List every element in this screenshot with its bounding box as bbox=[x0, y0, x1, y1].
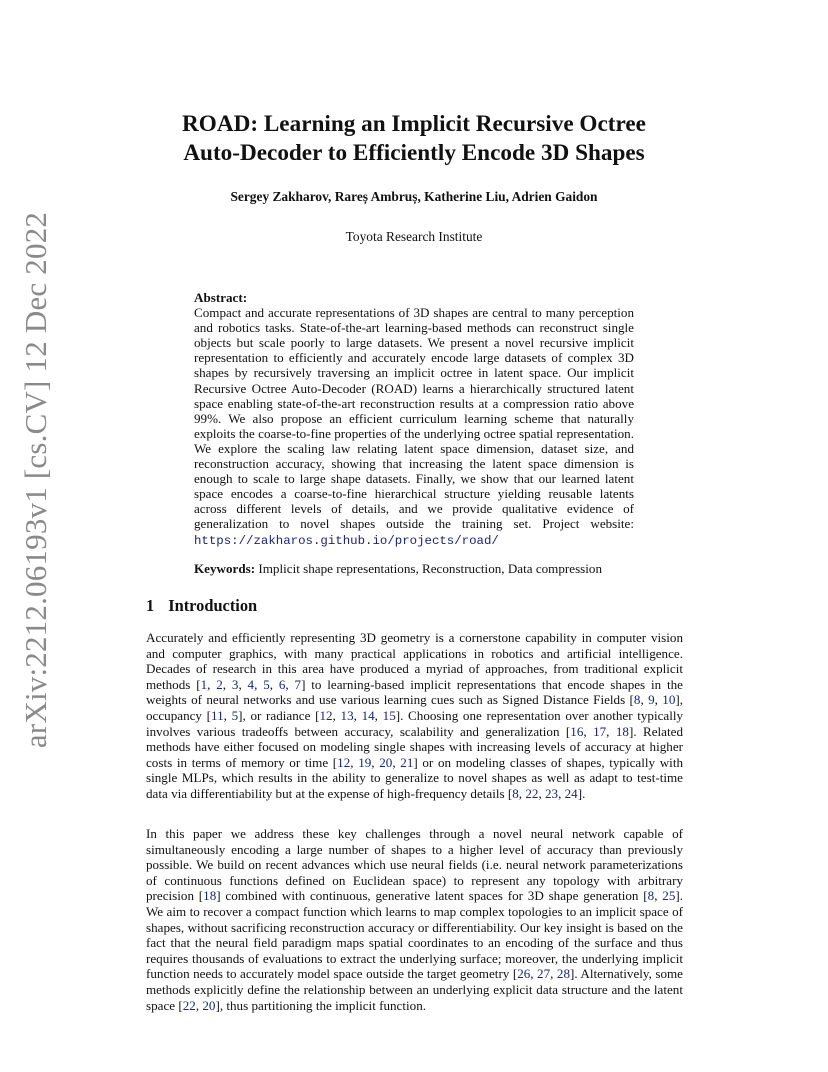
citation-link[interactable]: 19 bbox=[358, 754, 372, 770]
text-run: Accurately and efficiently representing 3D geometry is a cornerstone capability in computer vision and computer graphics, with many practical applications in robotics and artificial intelligence. Decades of research in this area have produced a myriad of approaches, from traditional explicit methods [ bbox=[146, 630, 683, 692]
section-number: 1 bbox=[146, 596, 155, 615]
text-run: ], occupancy [ bbox=[146, 692, 684, 723]
citation-link[interactable]: 9 bbox=[648, 692, 655, 708]
arxiv-identifier-text: arXiv:2212.06193v1 [cs.CV] 12 Dec 2022 bbox=[18, 211, 53, 748]
text-run: ], thus partitioning the implicit function. bbox=[215, 997, 427, 1013]
citation-link[interactable]: 28 bbox=[556, 966, 570, 982]
paper-title bbox=[120, 110, 708, 168]
citation-link[interactable]: 23 bbox=[544, 785, 559, 801]
citation-link[interactable]: 26 bbox=[517, 966, 531, 982]
text-run: ]. We aim to recover a compact function which learns to map complex topologies to an implicit space of shapes, without sacrificing reconstruction accuracy or differentiability. Our key insight is based on the fact that the neural field paradigm maps spatial coordinates to an encoding of the surface and thus requires thousands of evaluations to extract the underlying surface; moreover, the underlying implicit function needs to accurately model space outside the target geometry [ bbox=[146, 888, 684, 982]
citation-link[interactable]: 21 bbox=[400, 754, 414, 770]
abstract-heading: Abstract: bbox=[194, 290, 248, 305]
citation-link[interactable]: 25 bbox=[662, 888, 676, 904]
text-run: In this paper we address these key challenges through a novel neural network capable of simultaneously encoding a large number of shapes to a higher level of accuracy than previously possible. We build on recent advances which use neural fields (i.e. neural network parameterizations of continuous functions defined on Euclidean space) to represent any topology with arbitrary precision [ bbox=[146, 826, 683, 904]
abstract-block bbox=[194, 290, 634, 549]
citation-link[interactable]: 16 bbox=[570, 723, 584, 739]
citation-link[interactable]: 2 bbox=[216, 676, 223, 692]
text-run: ]. Choosing one representation over another typically involves various tradeoffs between accuracy, scalability and generalization [ bbox=[146, 707, 684, 739]
citation-link[interactable]: 1 bbox=[200, 676, 208, 692]
text-run: ] combined with continuous, generative latent spaces for 3D shape generation [ bbox=[216, 888, 648, 904]
citation-link[interactable]: 4 bbox=[247, 676, 255, 692]
project-website-link[interactable]: https://zakharos.github.io/projects/road/ bbox=[194, 533, 499, 548]
section-heading-introduction bbox=[146, 596, 257, 616]
citation-link[interactable]: 27 bbox=[537, 966, 551, 982]
keywords-text: Implicit shape representations, Reconstruction, Data compression bbox=[258, 561, 603, 576]
citation-link[interactable]: 14 bbox=[361, 707, 375, 723]
citation-link[interactable]: 20 bbox=[379, 754, 393, 770]
abstract-text bbox=[194, 305, 634, 549]
citation-link[interactable]: 17 bbox=[593, 723, 607, 739]
citation-link[interactable]: 5 bbox=[263, 676, 270, 692]
text-run: ]. bbox=[577, 785, 586, 801]
citation-link[interactable]: 18 bbox=[615, 723, 629, 739]
citation-link[interactable]: 7 bbox=[294, 676, 302, 692]
arxiv-identifier-watermark bbox=[16, 211, 56, 748]
citation-link[interactable]: 20 bbox=[202, 997, 216, 1013]
keywords-line bbox=[194, 561, 634, 577]
citation-link[interactable]: 6 bbox=[278, 676, 286, 692]
text-run: ] to learning-based implicit representations that encode shapes in the weights of neural networks and use various learning cues such as Signed Distance Fields [ bbox=[146, 676, 683, 708]
citation-link[interactable]: 22 bbox=[182, 997, 196, 1013]
citation-link[interactable]: 11 bbox=[211, 707, 224, 723]
citation-link[interactable]: 8 bbox=[633, 692, 641, 708]
author-list: Sergey Zakharov, Rareș Ambruș, Katherine Liu, Adrien Gaidon bbox=[230, 189, 598, 204]
citation-link[interactable]: 24 bbox=[564, 785, 578, 801]
text-run: ] or on modeling classes of shapes, typically with single MLPs, which results in the ability to generalize to novel shapes as well as adapt to test-time data via differentiability but at the expense of high-frequency details [ bbox=[146, 754, 684, 801]
citation-link[interactable]: 8 bbox=[512, 785, 519, 801]
text-run: ]. Alternatively, some methods explicitly define the relationship between an underlying explicit data structure and the latent space [ bbox=[146, 966, 683, 1013]
title-line-2: Auto-Decoder to Efficiently Encode 3D Shapes bbox=[183, 140, 645, 166]
abstract-body: Compact and accurate representations of 3D shapes are central to many perception and robotics tasks. State-of-the-art learning-based methods can reconstruct single objects but scale poorly to large datasets. We present a novel recursive implicit representation to efficiently and accurately encode large datasets of complex 3D shapes by recursively traversing an implicit octree in latent space. Our implicit Recursive Octree Auto-Decoder (ROAD) learns a hierarchically structured latent space enabling state-of-the-art reconstruction results at a compression ratio above 99%. We also propose an efficient curriculum learning scheme that naturally exploits the coarse-to-fine properties of the underlying octree spatial representation. We explore the scaling law relating latent space dimension, dataset size, and reconstruction accuracy, showing that increasing the latent space dimension is enough to scale to large shape datasets. Finally, we show that our learned latent space encodes a coarse-to-fine hierarchical structure yielding reusable latents across different levels of details, and we provide qualitative evidence of generalization to novel shapes outside the training set. Project website: bbox=[194, 305, 634, 532]
title-line-1: ROAD: Learning an Implicit Recursive Octree bbox=[182, 111, 646, 137]
citation-link[interactable]: 8 bbox=[647, 888, 655, 904]
keywords-label: Keywords: bbox=[194, 561, 256, 576]
intro-paragraph-2: In this paper we address these key challenges through a novel neural network capable of simultaneously encoding a large number of shapes to a higher level of accuracy than previously possible. We build on recent advances which use neural fields (i.e. neural network parameterizations of continuous functions defined on Euclidean space) to represent any topology with arbitrary precision [18] combined with continuous, generative latent spaces for 3D shape generation [8, 25]. We aim to recover a compact function which learns to map complex topologies to an implicit space of shapes, without sacrificing reconstruction accuracy or differentiability. Our key insight is based on the fact that the neural field paradigm maps spatial coordinates to an encoding of the surface and thus requires thousands of evaluations to extract the underlying surface; moreover, the underlying implicit function needs to accurately model space outside the target geometry [26, 27, 28]. Alternatively, some methods explicitly define the relationship between an underlying explicit data structure and the latent space [22, 20], thus partitioning the implicit function. bbox=[146, 826, 684, 1013]
text-run: ]. Related methods have either focused on modeling single shapes with increasing levels of accuracy at higher costs in terms of memory or time [ bbox=[146, 723, 683, 770]
citation-link[interactable]: 18 bbox=[203, 888, 217, 904]
citation-link[interactable]: 22 bbox=[525, 785, 539, 801]
intro-paragraph-1: Accurately and efficiently representing 3D geometry is a cornerstone capability in computer vision and computer graphics, with many practical applications in robotics and artificial intelligence. Decades of research in this area have produced a myriad of approaches, from traditional explicit methods [1, 2, 3, 4, 5, 6, 7] to learning-based implicit representations that encode shapes in the weights of neural networks and use various learning cues such as Signed Distance Fields [8, 9, 10], occupancy [11, 5], or radiance [12, 13, 14, 15]. Choosing one representation over another typically involves various tradeoffs between accuracy, scalability and generalization [16, 17, 18]. Related methods have either focused on modeling single shapes with increasing levels of accuracy at higher costs in terms of memory or time [12, 19, 20, 21] or on modeling classes of shapes, typically with single MLPs, which results in the ability to generalize to novel shapes as well as adapt to test-time data via differentiability but at the expense of high-frequency details [8, 22, 23, 24]. bbox=[146, 630, 684, 801]
text-run: ], or radiance [ bbox=[238, 707, 320, 723]
citation-link[interactable]: 5 bbox=[231, 707, 239, 723]
section-title: Introduction bbox=[168, 596, 258, 615]
citation-link[interactable]: 12 bbox=[319, 707, 333, 723]
citation-link[interactable]: 13 bbox=[340, 707, 354, 723]
citation-link[interactable]: 10 bbox=[662, 692, 676, 708]
citation-link[interactable]: 15 bbox=[382, 707, 396, 723]
citation-link[interactable]: 3 bbox=[231, 676, 239, 692]
citation-link[interactable]: 12 bbox=[337, 754, 351, 770]
affiliation: Toyota Research Institute bbox=[345, 229, 483, 244]
